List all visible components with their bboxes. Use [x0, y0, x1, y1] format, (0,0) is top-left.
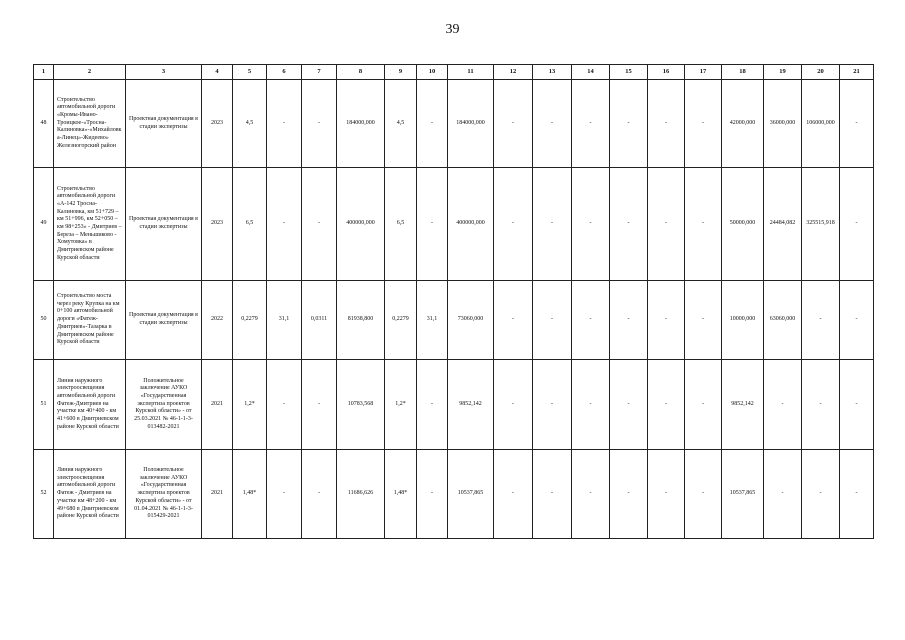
table-cell: 0,2279 — [385, 281, 417, 360]
object-name: Строительство автомобильной дороги «Кромы-Ивано-Троицкое-«Тросна-Калиновка»-«Михайловка-Линец»-Жидеево» Железногорский район — [54, 80, 126, 168]
table-cell: - — [417, 80, 448, 168]
table-cell: 73060,000 — [448, 281, 494, 360]
table-cell: 1,2* — [385, 360, 417, 450]
table-cell: - — [494, 80, 533, 168]
column-header: 4 — [202, 65, 233, 80]
table-cell: - — [685, 281, 722, 360]
table-cell: - — [267, 168, 302, 281]
table-cell: - — [840, 168, 874, 281]
program-table — [33, 64, 874, 539]
table-cell: 400000,000 — [337, 168, 385, 281]
table-row — [34, 281, 874, 360]
table-cell: - — [610, 360, 648, 450]
table-cell: - — [802, 281, 840, 360]
table-cell: 184000,000 — [448, 80, 494, 168]
table-cell: - — [840, 450, 874, 539]
table-cell: - — [802, 450, 840, 539]
table-cell: - — [610, 281, 648, 360]
table-cell: 0,2279 — [233, 281, 267, 360]
table-cell: - — [572, 168, 610, 281]
table-cell: 50000,000 — [722, 168, 764, 281]
table-cell: 2021 — [202, 450, 233, 539]
row-number: 50 — [34, 281, 54, 360]
table-cell: - — [840, 360, 874, 450]
row-number: 51 — [34, 360, 54, 450]
table-cell: 2023 — [202, 80, 233, 168]
column-header: 16 — [648, 65, 685, 80]
table-cell: 63060,000 — [764, 281, 802, 360]
table-cell: - — [685, 360, 722, 450]
table-cell: - — [648, 80, 685, 168]
table-cell: - — [572, 80, 610, 168]
table-cell: - — [267, 360, 302, 450]
table-cell: 24484,082 — [764, 168, 802, 281]
table-cell: - — [494, 281, 533, 360]
table-cell: 10783,568 — [337, 360, 385, 450]
table-cell: - — [417, 450, 448, 539]
table-cell: - — [417, 360, 448, 450]
table-cell: - — [494, 168, 533, 281]
table-cell: 11686,626 — [337, 450, 385, 539]
table-cell: 31,1 — [267, 281, 302, 360]
column-header: 1 — [34, 65, 54, 80]
table-cell: 2021 — [202, 360, 233, 450]
row-number: 49 — [34, 168, 54, 281]
table-cell: - — [533, 281, 572, 360]
column-header: 12 — [494, 65, 533, 80]
table-cell: - — [572, 281, 610, 360]
table-cell: 106000,000 — [802, 80, 840, 168]
table-cell: - — [417, 168, 448, 281]
table-cell: - — [685, 168, 722, 281]
table-cell: - — [533, 450, 572, 539]
row-number: 52 — [34, 450, 54, 539]
column-header: 20 — [802, 65, 840, 80]
table-cell: - — [572, 360, 610, 450]
column-header: 17 — [685, 65, 722, 80]
document-status: Проектная документация в стадии экспертизы — [126, 281, 202, 360]
column-header: 21 — [840, 65, 874, 80]
table-cell: - — [648, 281, 685, 360]
header-row — [34, 65, 874, 80]
table-cell: - — [533, 360, 572, 450]
table-cell: - — [302, 360, 337, 450]
table-cell: - — [572, 450, 610, 539]
table-cell: - — [764, 450, 802, 539]
column-header: 3 — [126, 65, 202, 80]
table-cell: 1,2* — [233, 360, 267, 450]
table-cell: 400000,000 — [448, 168, 494, 281]
column-header: 5 — [233, 65, 267, 80]
table-cell: - — [302, 168, 337, 281]
object-name: Строительство моста через реку Крупка на км 0+100 автомобильной дороги «Фатеж-Дмитриев»-Тазарка в Дмитриевском районе Курской области — [54, 281, 126, 360]
table-cell: 0,0311 — [302, 281, 337, 360]
page-number: 39 — [445, 22, 460, 37]
table-cell: - — [302, 80, 337, 168]
table-cell: 81938,800 — [337, 281, 385, 360]
document-status: Проектная документация в стадии экспертизы — [126, 168, 202, 281]
row-number: 48 — [34, 80, 54, 168]
table-cell: 184000,000 — [337, 80, 385, 168]
table-cell: - — [610, 450, 648, 539]
object-name: Линия наружного электроосвещения автомобильной дороги Фатеж-Дмитриев на участке км 40+400 - км 41+600 в Дмитриевском районе Курской области — [54, 360, 126, 450]
table-cell: - — [494, 360, 533, 450]
table-cell: 6,5 — [233, 168, 267, 281]
column-header: 6 — [267, 65, 302, 80]
table-cell: - — [685, 80, 722, 168]
table-cell: 31,1 — [417, 281, 448, 360]
object-name: Линия наружного электроосвещения автомобильной дороги Фатеж - Дмитриев на участке км 48+200 - км 49+680 в Дмитриевском районе Курской области — [54, 450, 126, 539]
column-header: 14 — [572, 65, 610, 80]
document-status: Проектная документация в стадии экспертизы — [126, 80, 202, 168]
table-cell: - — [267, 450, 302, 539]
table-cell: 9852,142 — [722, 360, 764, 450]
table-cell: 4,5 — [233, 80, 267, 168]
table-cell: - — [840, 80, 874, 168]
table-cell: - — [648, 450, 685, 539]
table-cell: 10537,865 — [722, 450, 764, 539]
table-cell: 325515,918 — [802, 168, 840, 281]
table-row — [34, 360, 874, 450]
column-header: 18 — [722, 65, 764, 80]
column-header: 2 — [54, 65, 126, 80]
column-header: 7 — [302, 65, 337, 80]
table-cell: 42000,000 — [722, 80, 764, 168]
object-name: Строительство автомобильной дороги «А-142 Тросна-Калиновка, км 51+729 – км 51+996, км 52+050 – км 98+253» - Дмитриев – Береза – Меньшиково - Хомутовка» в Дмитриевском районе Курской области — [54, 168, 126, 281]
document-status: Положительное заключение АУКО «Государственная экспертиза проектов Курской области» - от 01.04.2021 № 46-1-1-3-015429-2021 — [126, 450, 202, 539]
table-cell: 1,48* — [385, 450, 417, 539]
document-status: Положительное заключение АУКО «Государственная экспертиза проектов Курской области» - от 25.03.2021 № 46-1-1-3-013482-2021 — [126, 360, 202, 450]
table-cell: - — [802, 360, 840, 450]
table-cell: 36000,000 — [764, 80, 802, 168]
table-cell: - — [610, 80, 648, 168]
table-cell: - — [533, 168, 572, 281]
column-header: 8 — [337, 65, 385, 80]
table-cell: 9852,142 — [448, 360, 494, 450]
column-header: 13 — [533, 65, 572, 80]
table-cell: 6,5 — [385, 168, 417, 281]
table-cell: - — [840, 281, 874, 360]
table-cell: - — [610, 168, 648, 281]
column-header: 11 — [448, 65, 494, 80]
column-header: 9 — [385, 65, 417, 80]
column-header: 19 — [764, 65, 802, 80]
column-header: 10 — [417, 65, 448, 80]
table-cell: 1,48* — [233, 450, 267, 539]
table-cell: 10000,000 — [722, 281, 764, 360]
table-cell: 2022 — [202, 281, 233, 360]
table-cell: - — [648, 168, 685, 281]
table-cell: - — [648, 360, 685, 450]
table-cell: 10537,865 — [448, 450, 494, 539]
table-cell: - — [494, 450, 533, 539]
table-cell: - — [764, 360, 802, 450]
table-row — [34, 80, 874, 168]
table-cell: - — [302, 450, 337, 539]
column-header: 15 — [610, 65, 648, 80]
table-row — [34, 168, 874, 281]
table-row — [34, 450, 874, 539]
table-cell: - — [685, 450, 722, 539]
table-cell: 4,5 — [385, 80, 417, 168]
table-cell: - — [267, 80, 302, 168]
table-cell: - — [533, 80, 572, 168]
table-cell: 2023 — [202, 168, 233, 281]
